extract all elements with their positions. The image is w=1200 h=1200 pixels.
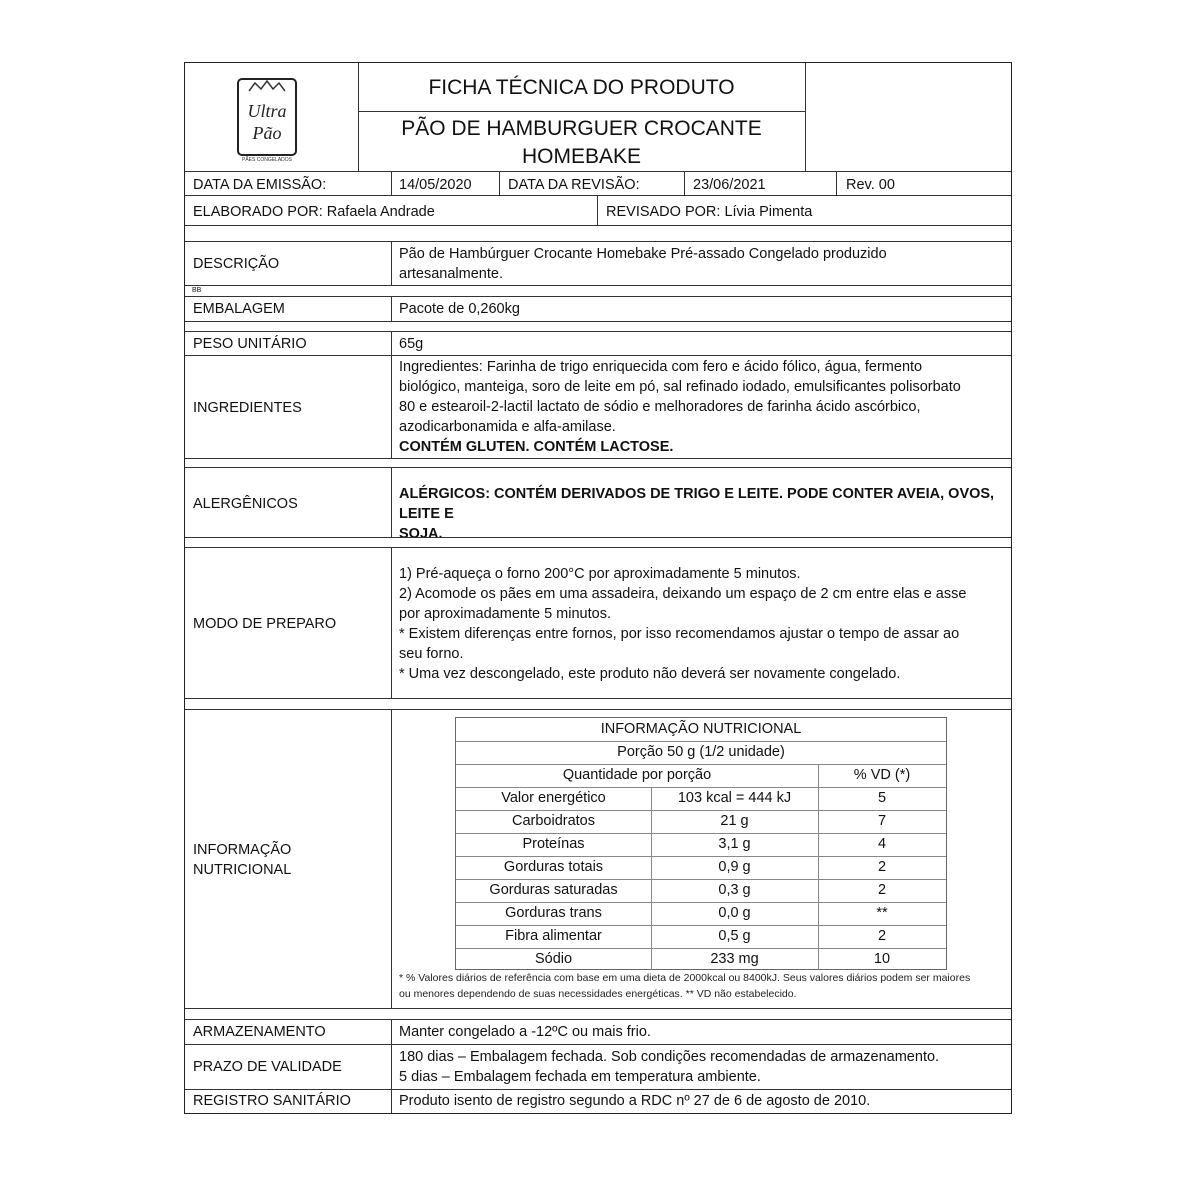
- nutrition-footnote: * % Valores diários de referência com base em uma dieta de 2000kcal ou 8400kJ. Seus valores diários podem ser maiores ou menores dependendo de suas necessidades energéticas. ** VD não estabelecido.: [399, 972, 971, 1000]
- nutrient-amount: 3,1 g: [718, 836, 751, 852]
- nutrient-vd: 2: [877, 859, 887, 875]
- logo: [235, 77, 305, 163]
- product-name: PÃO DE HAMBURGUER CROCANTE HOMEBAKE: [401, 117, 762, 168]
- nutrition-row: [456, 948, 946, 971]
- nutrient-vd: **: [876, 905, 888, 921]
- emission-date-value: 14/05/2020: [399, 177, 472, 193]
- svg-text:Pão: Pão: [252, 123, 282, 143]
- nutrient-vd: 7: [877, 813, 887, 829]
- nutrient-amount: 0,0 g: [718, 905, 751, 921]
- nutrition-row: [456, 787, 946, 810]
- emission-date-label: DATA DA EMISSÃO:: [193, 177, 327, 193]
- nutrient-vd: 5: [877, 790, 887, 806]
- nutrition-row: [456, 856, 946, 879]
- nutrition-row: [456, 879, 946, 902]
- packaging-label: EMBALAGEM: [193, 301, 285, 317]
- svg-text:Ultra: Ultra: [247, 101, 287, 121]
- tiny-mark: BB: [192, 287, 202, 294]
- elaborated-by: ELABORADO POR: Rafaela Andrade: [193, 204, 435, 220]
- description-label: DESCRIÇÃO: [193, 256, 280, 272]
- quantity-header: Quantidade por porção: [562, 767, 712, 783]
- nutrition-portion: Porção 50 g (1/2 unidade): [617, 744, 785, 760]
- nutrient-amount: 21 g: [720, 813, 749, 829]
- nutrient-amount: 233 mg: [710, 951, 759, 967]
- nutrient-amount: 103 kcal = 444 kJ: [677, 790, 792, 806]
- registration-value: Produto isento de registro segundo a RDC nº 27 de 6 de agosto de 2010.: [399, 1093, 871, 1109]
- nutrient-name: Gorduras trans: [505, 905, 602, 921]
- preparation-label: MODO DE PREPARO: [193, 616, 337, 632]
- nutrient-vd: 2: [877, 882, 887, 898]
- description-value: Pão de Hambúrguer Crocante Homebake Pré-assado Congelado produzido artesanalmente.: [399, 246, 887, 282]
- nutrition-title: INFORMAÇÃO NUTRICIONAL: [600, 721, 802, 737]
- nutrient-name: Fibra alimentar: [505, 928, 602, 944]
- nutrition-row: [456, 902, 946, 925]
- nutrition-row: [456, 810, 946, 833]
- nutrient-vd: 4: [877, 836, 887, 852]
- svg-text:PÃES CONGELADOS: PÃES CONGELADOS: [241, 157, 293, 163]
- vd-header: % VD (*): [853, 767, 911, 783]
- storage-label: ARMAZENAMENTO: [193, 1024, 326, 1040]
- revised-by: REVISADO POR: Lívia Pimenta: [606, 204, 813, 220]
- nutrient-name: Proteínas: [522, 836, 585, 852]
- unit-weight-label: PESO UNITÁRIO: [193, 336, 307, 352]
- technical-sheet: [184, 62, 1012, 1114]
- allergens-value: ALÉRGICOS: CONTÉM DERIVADOS DE TRIGO E LEITE. PODE CONTER AVEIA, OVOS, LEITE E SOJA.: [399, 486, 995, 542]
- sheet-title: FICHA TÉCNICA DO PRODUTO: [428, 76, 735, 99]
- nutrient-name: Sódio: [534, 951, 573, 967]
- unit-weight-value: 65g: [399, 336, 424, 352]
- preparation-value: 1) Pré-aqueça o forno 200°C por aproximadamente 5 minutos. 2) Acomode os pães em uma assadeira, deixando um espaço de 2 cm entre elas e asse por aproximadamente 5 minutos. * Existem diferenças entre fornos, por isso recomendamos ajustar o tempo de assar ao seu forno. * Uma vez descongelado, este produto não deverá ser novamente congelado.: [399, 566, 967, 682]
- nutrient-vd: 10: [873, 951, 891, 967]
- contains-warning: CONTÉM GLUTEN. CONTÉM LACTOSE.: [399, 439, 674, 455]
- nutrient-amount: 0,5 g: [718, 928, 751, 944]
- nutrition-row: [456, 925, 946, 948]
- packaging-value: Pacote de 0,260kg: [399, 301, 520, 317]
- nutrition-label: INFORMAÇÃO NUTRICIONAL: [193, 842, 292, 878]
- logo-icon: [235, 77, 305, 163]
- nutrient-name: Carboidratos: [511, 813, 595, 829]
- nutrient-vd: 2: [877, 928, 887, 944]
- registration-label: REGISTRO SANITÁRIO: [193, 1093, 351, 1109]
- revision-date-value: 23/06/2021: [693, 177, 766, 193]
- revision-number: Rev. 00: [846, 177, 895, 193]
- nutrition-row: [456, 833, 946, 856]
- shelf-life-label: PRAZO DE VALIDADE: [193, 1059, 342, 1075]
- nutrient-name: Valor energético: [501, 790, 606, 806]
- storage-value: Manter congelado a -12ºC ou mais frio.: [399, 1024, 651, 1040]
- shelf-life-value: 180 dias – Embalagem fechada. Sob condições recomendadas de armazenamento. 5 dias – Embalagem fechada em temperatura ambiente.: [399, 1049, 940, 1085]
- revision-date-label: DATA DA REVISÃO:: [508, 177, 640, 193]
- nutrition-table: [455, 717, 947, 970]
- nutrient-amount: 0,3 g: [718, 882, 751, 898]
- ingredients-label: INGREDIENTES: [193, 400, 302, 416]
- nutrient-amount: 0,9 g: [718, 859, 751, 875]
- nutrient-name: Gorduras totais: [503, 859, 604, 875]
- nutrient-name: Gorduras saturadas: [489, 882, 618, 898]
- ingredients-value: Ingredientes: Farinha de trigo enriquecida com fero e ácido fólico, água, fermento biológico, manteiga, soro de leite em pó, sal refinado iodado, emulsificantes polisorbato 80 e estearoil-2-lactil lactato de sódio e melhoradores de farinha ácido ascórbico, azodicarbonamida e alfa-amilase. CONTÉM GLUTEN. CONTÉM LACTOSE.: [399, 357, 999, 457]
- allergens-label: ALERGÊNICOS: [193, 496, 298, 512]
